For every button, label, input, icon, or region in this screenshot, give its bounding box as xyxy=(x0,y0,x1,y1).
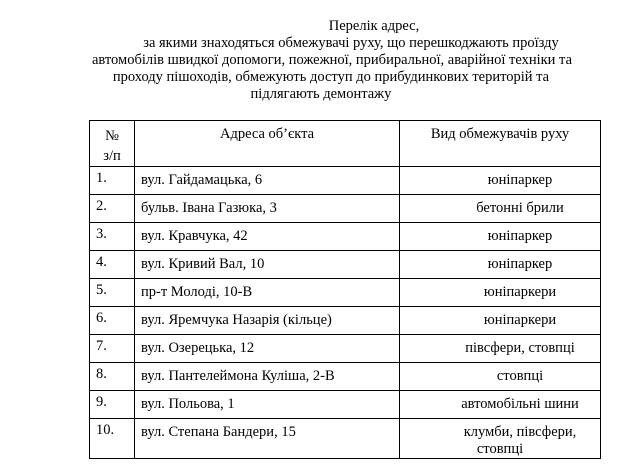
table-row xyxy=(90,167,601,195)
row-number: 9. xyxy=(90,391,135,419)
row-address: вул. Яремчука Назарія (кільце) xyxy=(135,307,400,335)
row-address: вул. Кривий Вал, 10 xyxy=(135,251,400,279)
row-address: пр-т Молоді, 10-В xyxy=(135,279,400,307)
row-type-label: юніпаркери xyxy=(483,312,557,328)
row-number: 2. xyxy=(90,195,135,223)
row-type xyxy=(400,307,601,335)
row-type xyxy=(400,419,601,459)
row-type-label: юніпаркери xyxy=(483,284,557,300)
row-type-label: автомобільні шини xyxy=(461,396,579,412)
row-type xyxy=(400,279,601,307)
row-type-label: юніпаркер xyxy=(487,172,553,188)
row-address: бульв. Івана Газюка, 3 xyxy=(135,195,400,223)
header-address: Адреса об’єкта xyxy=(135,121,400,167)
row-number: 7. xyxy=(90,335,135,363)
row-type xyxy=(400,363,601,391)
row-address: вул. Польова, 1 xyxy=(135,391,400,419)
row-address: вул. Озерецька, 12 xyxy=(135,335,400,363)
row-address: вул. Степана Бандери, 15 xyxy=(135,419,400,459)
row-number: 3. xyxy=(90,223,135,251)
table-header-row xyxy=(90,121,601,167)
row-number: 5. xyxy=(90,279,135,307)
table-row xyxy=(90,279,601,307)
row-number: 10. xyxy=(90,419,135,459)
table-row xyxy=(90,223,601,251)
row-number: 1. xyxy=(90,167,135,195)
heading-line-5: підлягають демонтажу xyxy=(250,86,392,102)
table-row xyxy=(90,335,601,363)
row-number: 8. xyxy=(90,363,135,391)
row-address: вул. Пантелеймона Куліша, 2-В xyxy=(135,363,400,391)
row-address: вул. Кравчука, 42 xyxy=(135,223,400,251)
row-type-label: юніпаркер xyxy=(487,228,553,244)
table-row xyxy=(90,251,601,279)
table-row xyxy=(90,307,601,335)
heading-line-1: Перелік адрес, xyxy=(328,18,420,34)
row-type-label: стовпці xyxy=(496,368,544,384)
heading-line-3: автомобілів швидкої допомоги, пожежної, прибиральної, аварійної техніки та xyxy=(91,52,572,68)
header-number: № з/п xyxy=(90,121,135,167)
row-type-label: бетонні брили xyxy=(476,200,564,216)
table-row xyxy=(90,363,601,391)
row-type xyxy=(400,223,601,251)
row-type-label: півсфери, стовпці xyxy=(465,340,575,356)
heading-line-2: за якими знаходяться обмежувачі руху, що перешкоджають проїзду xyxy=(143,35,559,51)
row-type xyxy=(400,167,601,195)
address-table xyxy=(89,120,601,459)
row-address: вул. Гайдамацька, 6 xyxy=(135,167,400,195)
heading-line-4: проходу пішоходів, обмежують доступ до прибудинкових територій та xyxy=(112,69,550,85)
row-type-label: клумби, півсфери, стовпці xyxy=(463,424,577,457)
row-type xyxy=(400,251,601,279)
table-row xyxy=(90,391,601,419)
row-number: 6. xyxy=(90,307,135,335)
row-type xyxy=(400,195,601,223)
row-type xyxy=(400,335,601,363)
table-row xyxy=(90,195,601,223)
row-number: 4. xyxy=(90,251,135,279)
row-type xyxy=(400,391,601,419)
header-type: Вид обмежувачів руху xyxy=(400,121,601,167)
document-heading xyxy=(0,18,640,103)
table-row xyxy=(90,419,601,459)
row-type-label: юніпаркер xyxy=(487,256,553,272)
